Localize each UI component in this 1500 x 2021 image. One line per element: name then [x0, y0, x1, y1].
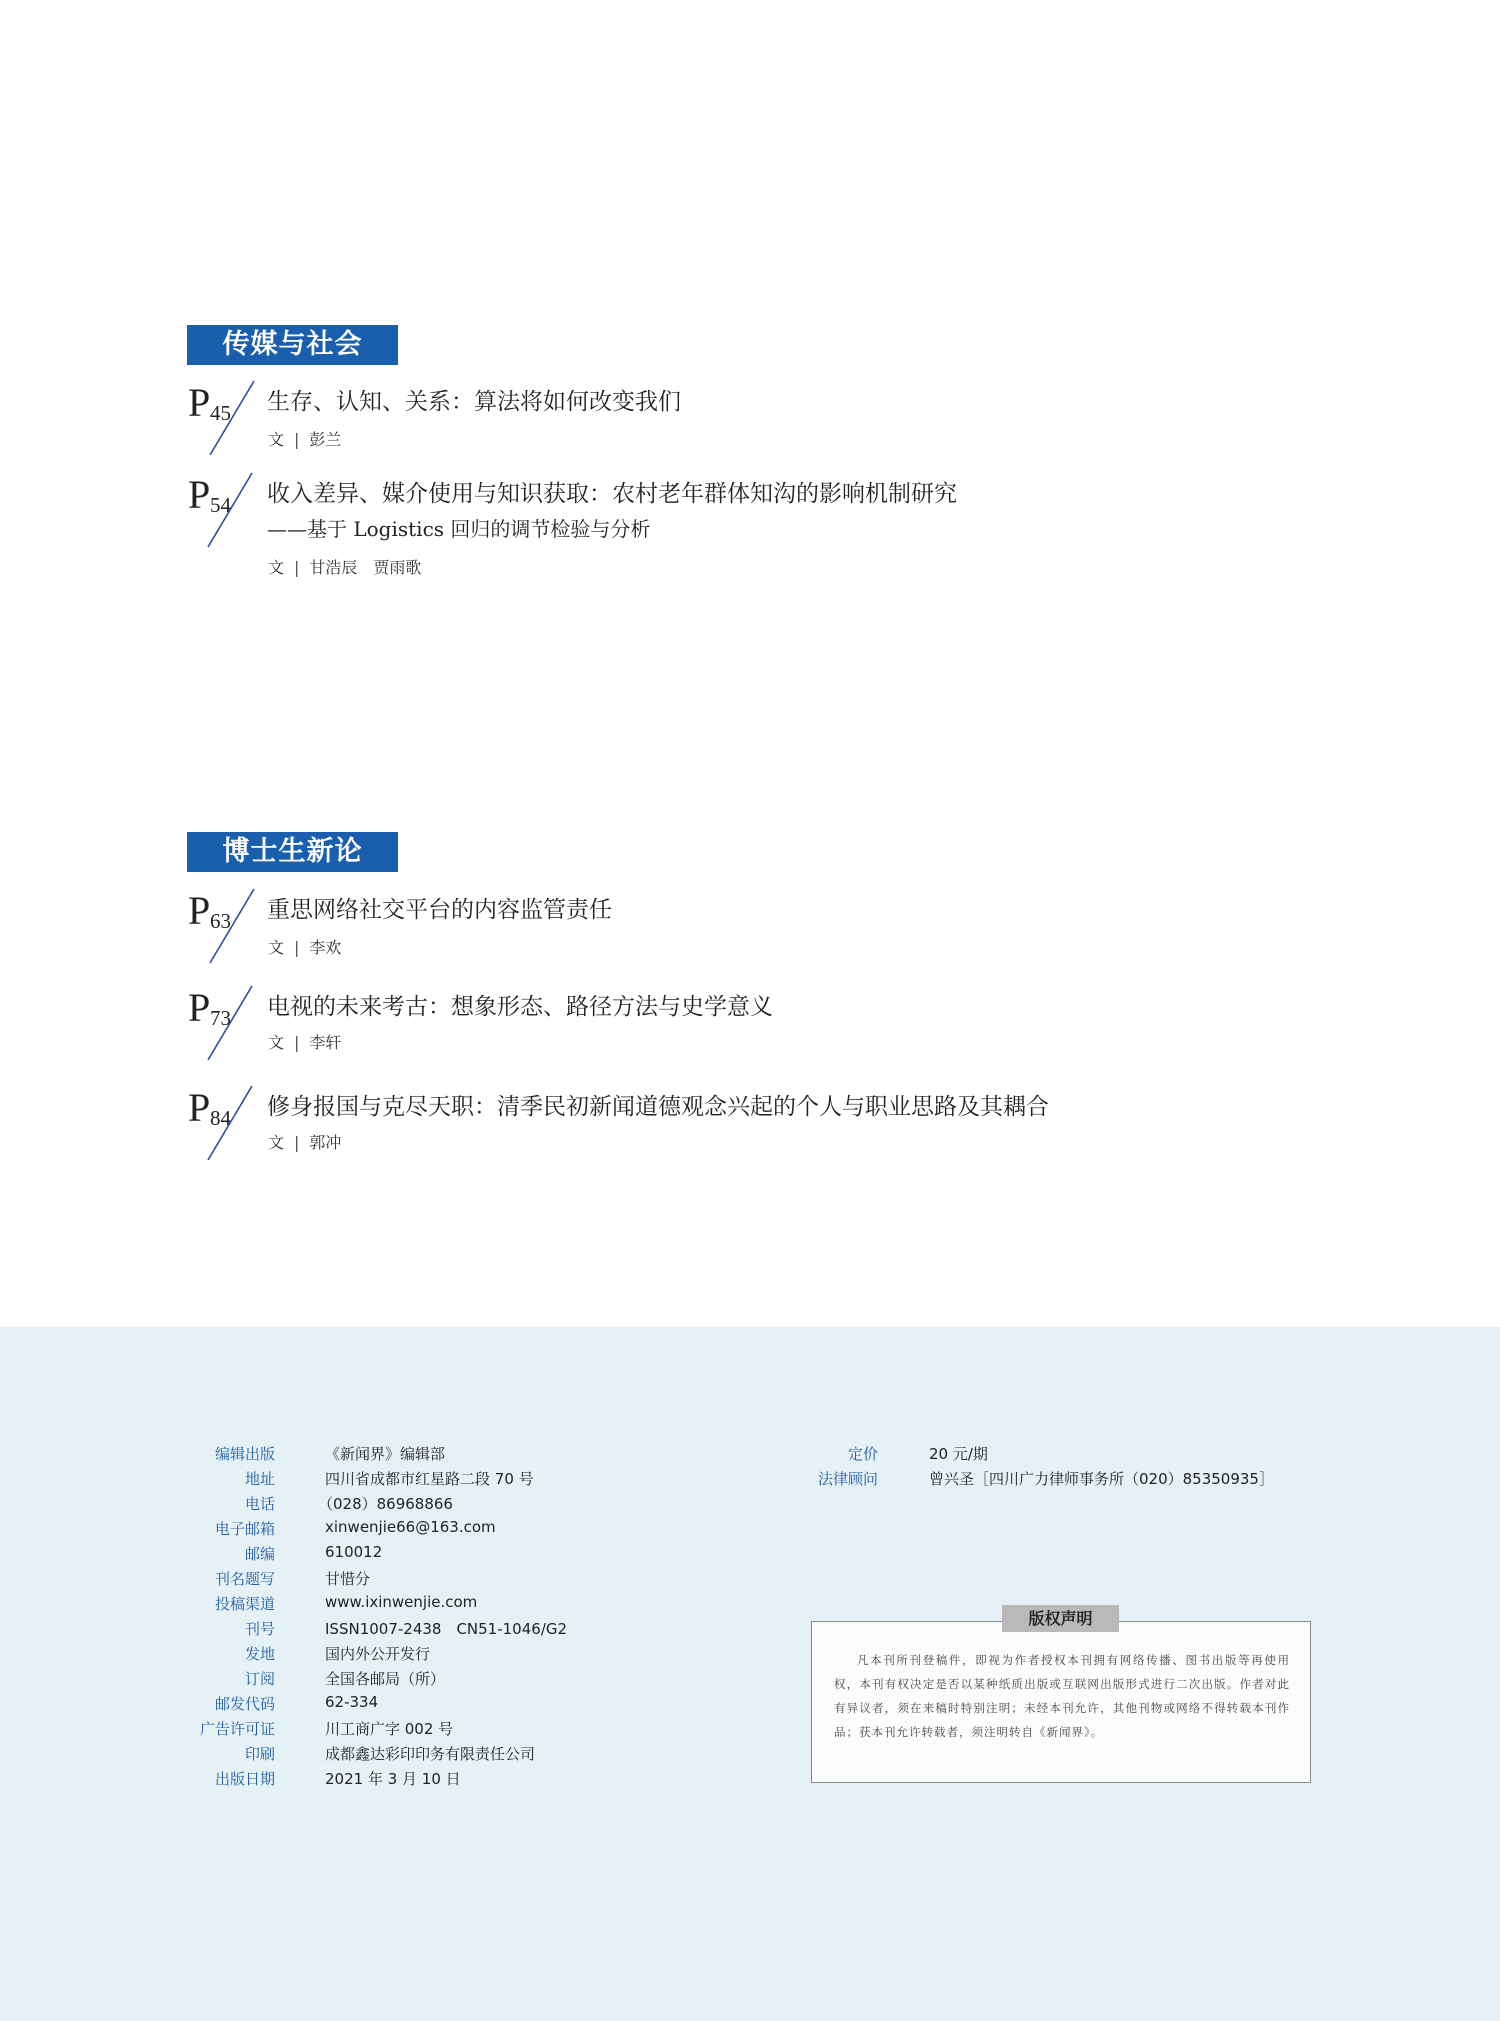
article-title: 电视的未来考古：想象形态、路径方法与史学意义 — [267, 994, 773, 1020]
slash-divider-icon — [186, 379, 256, 459]
page-number: P 84 — [186, 1084, 256, 1164]
info-row-issn: 刊号 ISSN1007-2438 CN51-1046/G2 — [244, 1620, 568, 1638]
info-row-publisher: 编辑出版 《新闻界》编辑部 — [214, 1445, 446, 1463]
info-row-email: 电子邮箱 xinwenjie66@163.com — [214, 1518, 496, 1538]
slash-divider-icon — [186, 887, 256, 967]
info-row-subscription: 订阅 全国各邮局（所） — [244, 1670, 446, 1688]
section-header-phd-forum: 博士生新论 — [187, 832, 398, 872]
info-row-calligraphy: 刊名题写 甘惜分 — [214, 1570, 371, 1588]
article-author: 文 | 甘浩辰 贾雨歌 — [268, 558, 422, 577]
info-row-pub-date: 出版日期 2021 年 3 月 10 日 — [214, 1770, 461, 1788]
article-title: 生存、认知、关系：算法将如何改变我们 — [267, 389, 681, 415]
info-row-submission: 投稿渠道 www.ixinwenjie.com — [214, 1593, 478, 1613]
info-row-address: 地址 四川省成都市红星路二段 70 号 — [244, 1470, 534, 1488]
page-number: P 63 — [186, 887, 256, 967]
info-row-legal-counsel: 法律顾问 曾兴圣［四川广力律师事务所（020）85350935］ — [817, 1470, 1274, 1488]
toc-entry[interactable] — [186, 380, 1386, 463]
section-header-media-society: 传媒与社会 — [187, 325, 398, 365]
article-subtitle: ——基于 Logistics 回归的调节检验与分析 — [267, 517, 651, 541]
copyright-text: 凡本刊所刊登稿件，即视为作者授权本刊拥有网络传播、图书出版等再使用权，本刊有权决定是否以某种纸质出版或互联网出版形式进行二次出版。作者对此有异议者，须在来稿时特别注明；未经本刊允许，其他刊物或网络不得转载本刊作品；获本刊允许转载者，须注明转自《新闻界》。 — [834, 1653, 1290, 1739]
page-number: P 54 — [186, 471, 256, 551]
copyright-notice-box — [811, 1621, 1311, 1783]
toc-entry[interactable] — [186, 985, 1386, 1068]
info-row-printer: 印刷 成都鑫达彩印印务有限责任公司 — [244, 1745, 536, 1763]
info-row-ad-license: 广告许可证 川工商广字 002 号 — [199, 1720, 454, 1738]
toc-entry[interactable] — [186, 472, 1386, 577]
info-row-postal-code: 邮发代码 62-334 — [214, 1693, 379, 1713]
article-author: 文 | 李欢 — [268, 938, 342, 957]
article-author: 文 | 彭兰 — [268, 430, 342, 449]
slash-divider-icon — [186, 1084, 256, 1164]
article-author: 文 | 李轩 — [268, 1033, 342, 1052]
article-title: 修身报国与克尽天职：清季民初新闻道德观念兴起的个人与职业思路及其耦合 — [267, 1094, 1049, 1120]
article-author: 文 | 郭冲 — [268, 1133, 342, 1152]
copyright-title: 版权声明 — [1002, 1605, 1119, 1632]
info-row-postcode: 邮编 610012 — [244, 1543, 383, 1563]
article-title: 重思网络社交平台的内容监管责任 — [267, 897, 612, 923]
slash-divider-icon — [186, 471, 256, 551]
article-title: 收入差异、媒介使用与知识获取：农村老年群体知沟的影响机制研究 — [267, 481, 957, 507]
info-row-price: 定价 20 元/期 — [847, 1445, 988, 1463]
toc-entry[interactable] — [186, 888, 1386, 971]
toc-entry[interactable] — [186, 1085, 1386, 1168]
slash-divider-icon — [186, 984, 256, 1064]
website-link[interactable]: www.ixinwenjie.com — [325, 1593, 478, 1611]
email-link[interactable]: xinwenjie66@163.com — [325, 1518, 496, 1536]
page-number: P 45 — [186, 379, 256, 459]
page-number: P 73 — [186, 984, 256, 1064]
info-row-phone: 电话 （028）86968866 — [244, 1495, 453, 1513]
info-row-distribution: 发地 国内外公开发行 — [244, 1645, 431, 1663]
